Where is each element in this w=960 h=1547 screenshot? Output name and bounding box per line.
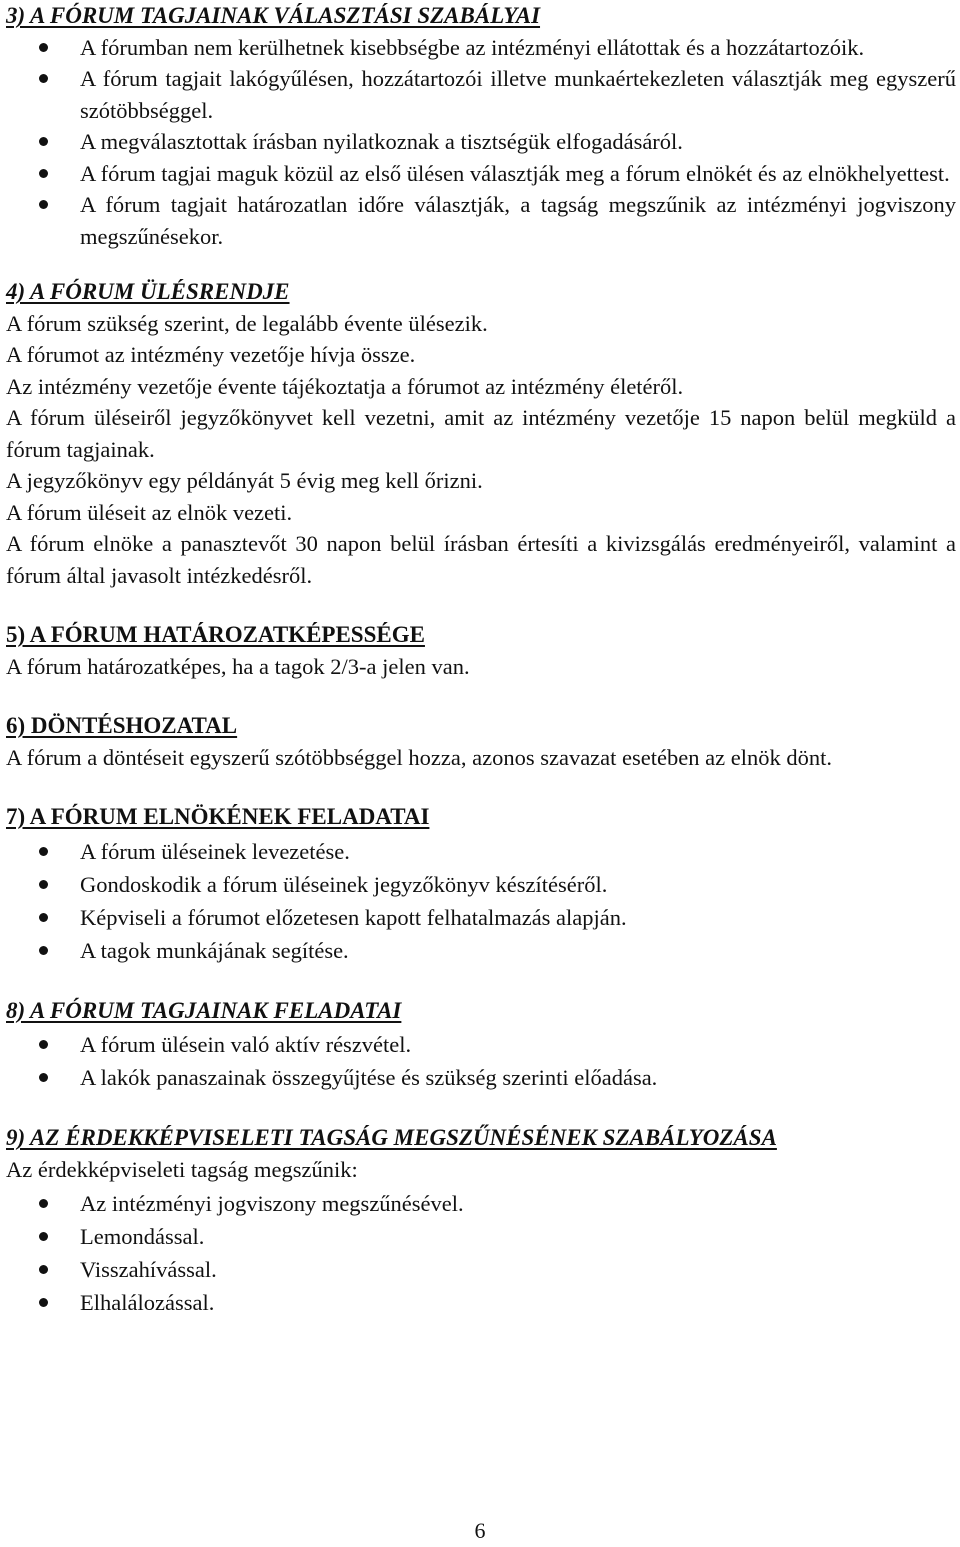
section-7-heading: 7) A FÓRUM ELNÖKÉNEK FELADATAI bbox=[6, 804, 430, 829]
list-item: Lemondással. bbox=[6, 1220, 956, 1253]
bullet-icon bbox=[39, 74, 48, 83]
paragraph: A fórum elnöke a panasztevőt 30 napon belül írásban értesíti a kivizsgálás eredményeiről, valamint a fórum által javasolt intézkedésről. bbox=[6, 531, 956, 588]
paragraph: A fórumot az intézmény vezetője hívja össze. bbox=[6, 342, 416, 367]
bullet-icon bbox=[39, 1265, 48, 1274]
section-9 bbox=[6, 1122, 956, 1319]
section-6 bbox=[6, 710, 956, 773]
bullet-icon bbox=[39, 1073, 48, 1082]
section-3-list bbox=[6, 32, 956, 253]
paragraph: A fórum üléseit az elnök vezeti. bbox=[6, 499, 293, 525]
paragraph: A fórum a döntéseit egyszerű szótöbbséggel hozza, azonos szavazat esetében az elnök dönt. bbox=[6, 744, 832, 770]
section-8-list bbox=[6, 1028, 956, 1094]
bullet-icon bbox=[39, 847, 48, 856]
list-item: A fórum tagjai maguk közül az első ülésen választják meg a fórum elnökét és az elnökhelyettest. bbox=[6, 158, 956, 190]
list-item: A fórum ülésein való aktív részvétel. bbox=[6, 1028, 956, 1061]
section-5-heading: 5) A FÓRUM HATÁROZATKÉPESSÉGE bbox=[6, 622, 425, 647]
paragraph: A fórum határozatképes, ha a tagok 2/3-a jelen van. bbox=[6, 653, 470, 679]
list-item: Gondoskodik a fórum üléseinek jegyzőkönyv készítéséről. bbox=[6, 868, 956, 901]
bullet-icon bbox=[39, 43, 48, 52]
section-9-heading: 9) AZ ÉRDEKKÉPVISELETI TAGSÁG MEGSZŰNÉSÉNEK SZABÁLYOZÁSA bbox=[6, 1125, 777, 1150]
list-item: A tagok munkájának segítése. bbox=[6, 934, 956, 967]
list-item: A fórum tagjait lakógyűlésen, hozzátartozói illetve munkaértekezleten választják meg egyszerű szótöbbséggel. bbox=[6, 63, 956, 126]
bullet-icon bbox=[39, 1232, 48, 1241]
section-9-intro: Az érdekképviseleti tagság megszűnik: bbox=[6, 1156, 358, 1182]
list-item: A fórum üléseinek levezetése. bbox=[6, 835, 956, 868]
section-7 bbox=[6, 801, 956, 967]
section-8 bbox=[6, 995, 956, 1095]
bullet-icon bbox=[39, 169, 48, 178]
section-4-heading: 4) A FÓRUM ÜLÉSRENDJE bbox=[6, 279, 290, 304]
list-item: Képviseli a fórumot előzetesen kapott felhatalmazás alapján. bbox=[6, 901, 956, 934]
paragraph: A fórum szükség szerint, de legalább évente ülésezik. bbox=[6, 310, 488, 336]
bullet-icon bbox=[39, 1298, 48, 1307]
bullet-icon bbox=[39, 880, 48, 889]
bullet-icon bbox=[39, 137, 48, 146]
bullet-icon bbox=[39, 200, 48, 209]
section-4 bbox=[6, 276, 956, 591]
list-item: Az intézményi jogviszony megszűnésével. bbox=[6, 1187, 956, 1220]
bullet-icon bbox=[39, 1040, 48, 1049]
section-3-heading: 3) A FÓRUM TAGJAINAK VÁLASZTÁSI SZABÁLYAI bbox=[6, 3, 541, 28]
list-item: A lakók panaszainak összegyűjtése és szükség szerinti előadása. bbox=[6, 1061, 956, 1094]
section-9-list bbox=[6, 1187, 956, 1319]
bullet-icon bbox=[39, 946, 48, 955]
section-5 bbox=[6, 619, 956, 682]
section-6-heading: 6) DÖNTÉSHOZATAL bbox=[6, 713, 238, 738]
paragraph: A jegyzőkönyv egy példányát 5 évig meg kell őrizni. bbox=[6, 468, 483, 493]
bullet-icon bbox=[39, 913, 48, 922]
paragraph: A fórum üléseiről jegyzőkönyvet kell vezetni, amit az intézmény vezetője 15 napon belül megküld a fórum tagjainak. bbox=[6, 405, 956, 462]
page-number: 6 bbox=[474, 1518, 486, 1543]
list-item: A fórumban nem kerülhetnek kisebbségbe az intézményi ellátottak és a hozzátartozóik. bbox=[6, 32, 956, 64]
list-item: Visszahívással. bbox=[6, 1253, 956, 1286]
section-3 bbox=[6, 0, 956, 252]
paragraph: Az intézmény vezetője évente tájékoztatja a fórumot az intézmény életéről. bbox=[6, 373, 684, 399]
list-item: A megválasztottak írásban nyilatkoznak a tisztségük elfogadásáról. bbox=[6, 126, 956, 158]
list-item: Elhalálozással. bbox=[6, 1286, 956, 1319]
list-item: A fórum tagjait határozatlan időre választják, a tagság megszűnik az intézményi jogviszony megszűnésekor. bbox=[6, 189, 956, 252]
section-8-heading: 8) A FÓRUM TAGJAINAK FELADATAI bbox=[6, 997, 402, 1023]
bullet-icon bbox=[39, 1199, 48, 1208]
section-7-list bbox=[6, 835, 956, 967]
document-page bbox=[6, 0, 956, 1319]
